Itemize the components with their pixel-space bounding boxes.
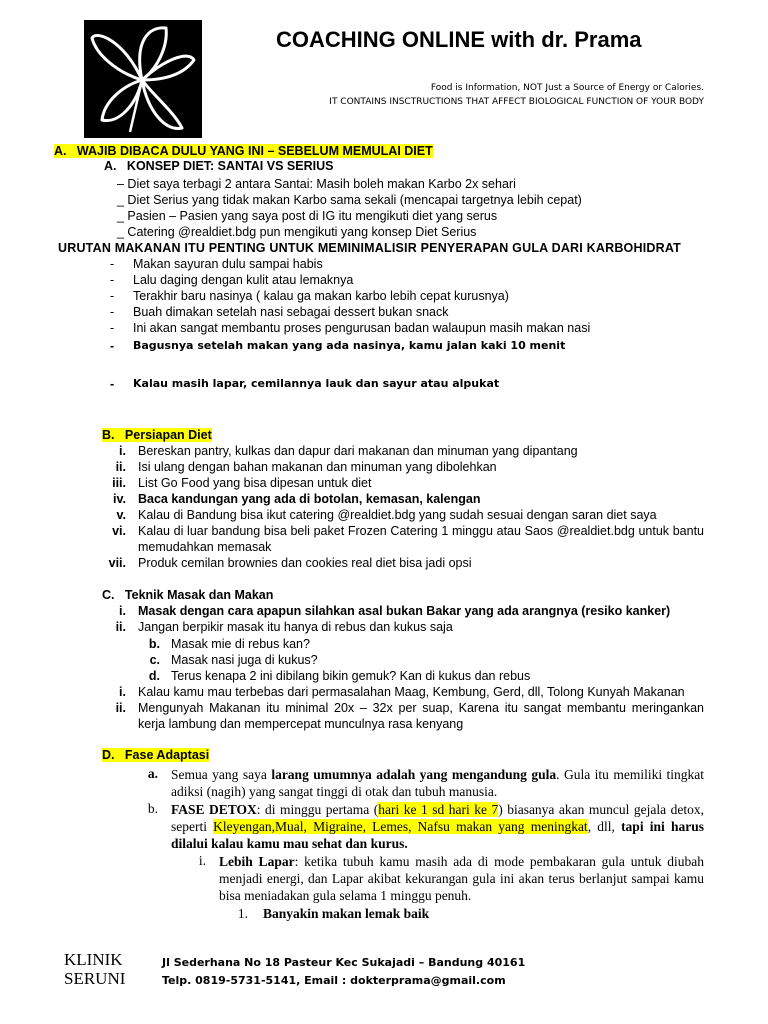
- butterfly-logo: [84, 20, 202, 138]
- list-item: Bereskan pantry, kulkas dan dapur dari makanan dan minuman yang dipantang: [138, 444, 578, 458]
- section-b-marker: B.: [102, 428, 115, 442]
- bold-text: FASE DETOX: [171, 802, 257, 817]
- dash-bullet: -: [110, 321, 115, 335]
- urutan-item: Buah dimakan setelah nasi sebagai dessert bukan snack: [133, 305, 449, 319]
- urutan-item: Bagusnya setelah makan yang ada nasinya, kamu jalan kaki 10 menit: [133, 339, 566, 352]
- roman-marker: iii.: [112, 476, 126, 490]
- roman-marker: i.: [119, 685, 126, 699]
- concept-line: – Diet saya terbagi 2 antara Santai: Masih boleh makan Karbo 2x sehari: [117, 177, 516, 191]
- roman-marker: vi.: [112, 524, 126, 538]
- section-c-marker: C.: [102, 588, 115, 602]
- list-item: Masak dengan cara apapun silahkan asal bukan Bakar yang ada arangnya (resiko kanker): [138, 604, 671, 618]
- roman-marker: ii.: [115, 701, 126, 715]
- section-b-title: Persiapan Diet: [124, 428, 212, 442]
- section-b-heading: [102, 427, 212, 443]
- text-run: : di minggu pertama (: [256, 802, 379, 817]
- section-a-marker: A.: [54, 144, 67, 158]
- text-run: : ketika tubuh kamu masih ada di mode pembakaran gula untuk diubah menjadi energi, dan Lapar akibat kekurangan gula ini akan terus berlanjut sampai kamu bisa meniadakan gula selama 1 minggu penuh.: [219, 854, 704, 903]
- letter-marker: b.: [148, 637, 160, 651]
- list-item: Isi ulang dengan bahan makanan dan minuman yang dibolehkan: [138, 460, 497, 474]
- roman-marker: ii.: [115, 460, 126, 474]
- section-d-heading: [102, 747, 209, 763]
- page-title: COACHING ONLINE with dr. Prama: [276, 27, 642, 52]
- tagline-2: IT CONTAINS INSCTRUCTIONS THAT AFFECT BIOLOGICAL FUNCTION OF YOUR BODY: [329, 97, 704, 107]
- clinic-contact: Telp. 0819-5731-5141, Email : dokterprama@gmail.com: [162, 974, 506, 987]
- roman-marker: i.: [198, 853, 206, 868]
- list-item: Produk cemilan brownies dan cookies real diet bisa jadi opsi: [138, 556, 472, 570]
- list-item: Kalau di Bandung bisa ikut catering @realdiet.bdg yang sudah sesuai dengan saran diet saya: [138, 508, 657, 522]
- bold-text: Lebih Lapar: [219, 854, 295, 869]
- urutan-item: Lalu daging dengan kulit atau lemaknya: [133, 273, 354, 287]
- letter-marker: a.: [147, 766, 158, 781]
- tagline-1: Food is Information, NOT Just a Source of Energy or Calories.: [430, 83, 704, 93]
- roman-marker: ii.: [115, 620, 126, 634]
- bold-text: larang umumnya adalah yang mengandung gula: [271, 767, 557, 782]
- list-item: Banyakin makan lemak baik: [263, 906, 430, 921]
- butterfly-icon: [84, 20, 202, 138]
- concept-line: _ Catering @realdiet.bdg pun mengikuti yang konsep Diet Serius: [117, 225, 477, 239]
- concept-line: _ Pasien – Pasien yang saya post di IG itu mengikuti diet yang serus: [117, 209, 498, 223]
- dash-bullet: -: [110, 339, 115, 353]
- clinic-name-line-2: SERUNI: [64, 969, 126, 988]
- roman-marker: i.: [119, 444, 126, 458]
- highlight-text: hari ke 1 sd hari ke 7: [378, 802, 499, 817]
- section-a-heading: [54, 143, 433, 159]
- concept-line: _ Diet Serius yang tidak makan Karbo sama sekali (mencapai targetnya lebih cepat): [117, 193, 582, 207]
- roman-marker: iv.: [113, 492, 126, 506]
- roman-marker: vii.: [108, 556, 126, 570]
- urutan-heading: URUTAN MAKANAN ITU PENTING UNTUK MEMINIMALISIR PENYERAPAN GULA DARI KARBOHIDRAT: [58, 241, 681, 255]
- dash-bullet: -: [110, 289, 115, 303]
- list-item: Jangan berpikir masak itu hanya di rebus dan kukus saja: [138, 620, 453, 634]
- text-run: , dll,: [587, 819, 622, 834]
- fase-paragraph-b: [171, 801, 704, 852]
- fase-paragraph-i: [219, 853, 704, 904]
- bold-text: tapi ini harus dilalui kalau kamu mau sehat dan kurus.: [171, 819, 704, 851]
- letter-marker: c.: [149, 653, 160, 667]
- subheading-marker: A.: [104, 159, 117, 173]
- clinic-name-line-1: KLINIK: [64, 950, 123, 969]
- roman-marker: v.: [116, 508, 126, 522]
- section-d-title: Fase Adaptasi: [124, 748, 210, 762]
- letter-marker: b.: [147, 801, 158, 816]
- number-marker: 1.: [237, 906, 248, 921]
- text-run: Semua yang saya: [171, 767, 272, 782]
- section-d-marker: D.: [102, 748, 115, 762]
- urutan-item: Makan sayuran dulu sampai habis: [133, 257, 323, 271]
- roman-marker: i.: [119, 604, 126, 618]
- urutan-item: Terakhir baru nasinya ( kalau ga makan karbo lebih cepat kurusnya): [133, 289, 509, 303]
- list-item: Mengunyah Makanan itu minimal 20x – 32x per suap, Karena itu sangat membantu meringankan kerja lambung dan mempercepat munculnya rasa kenyang: [138, 701, 704, 731]
- urutan-item: Ini akan sangat membantu proses pengurusan badan walaupun masih makan nasi: [133, 321, 591, 335]
- list-item: Kalau kamu mau terbebas dari permasalahan Maag, Kembung, Gerd, dll, Tolong Kunyah Makanan: [138, 685, 685, 699]
- fase-paragraph-a: [171, 766, 704, 800]
- letter-marker: d.: [148, 669, 160, 683]
- clinic-address: Jl Sederhana No 18 Pasteur Kec Sukajadi – Bandung 40161: [162, 956, 526, 969]
- section-c-heading: [102, 587, 273, 603]
- dash-bullet: -: [110, 305, 115, 319]
- list-item: Masak mie di rebus kan?: [171, 637, 310, 651]
- dash-bullet: -: [110, 377, 115, 391]
- highlight-text: Kleyengan,Mual, Migraine, Lemes, Nafsu makan yang meningkat: [213, 819, 588, 834]
- list-item: List Go Food yang bisa dipesan untuk diet: [138, 476, 372, 490]
- dash-bullet: -: [110, 257, 115, 271]
- urutan-item: Kalau masih lapar, cemilannya lauk dan sayur atau alpukat: [133, 377, 500, 390]
- section-c-title: Teknik Masak dan Makan: [124, 588, 274, 602]
- text-run: . Gula itu memiliki tingkat adiksi (nagih) yang sangat tinggi di otak dan tubuh manusia.: [171, 767, 705, 799]
- dash-bullet: -: [110, 273, 115, 287]
- section-a-subheading: [104, 158, 333, 174]
- list-item: Baca kandungan yang ada di botolan, kemasan, kalengan: [138, 492, 481, 506]
- list-item: Kalau di luar bandung bisa beli paket Frozen Catering 1 minggu atau Saos @realdiet.bdg untuk bantu memudahkan memasak: [138, 524, 704, 554]
- list-item: Terus kenapa 2 ini dibilang bikin gemuk? Kan di kukus dan rebus: [171, 669, 531, 683]
- section-a-title: WAJIB DIBACA DULU YANG INI – SEBELUM MEMULAI DIET: [76, 144, 433, 158]
- list-item: Masak nasi juga di kukus?: [171, 653, 318, 667]
- text-run: ) biasanya akan muncul gejala detox, seperti: [171, 802, 704, 834]
- subheading-text: KONSEP DIET: SANTAI VS SERIUS: [126, 159, 334, 173]
